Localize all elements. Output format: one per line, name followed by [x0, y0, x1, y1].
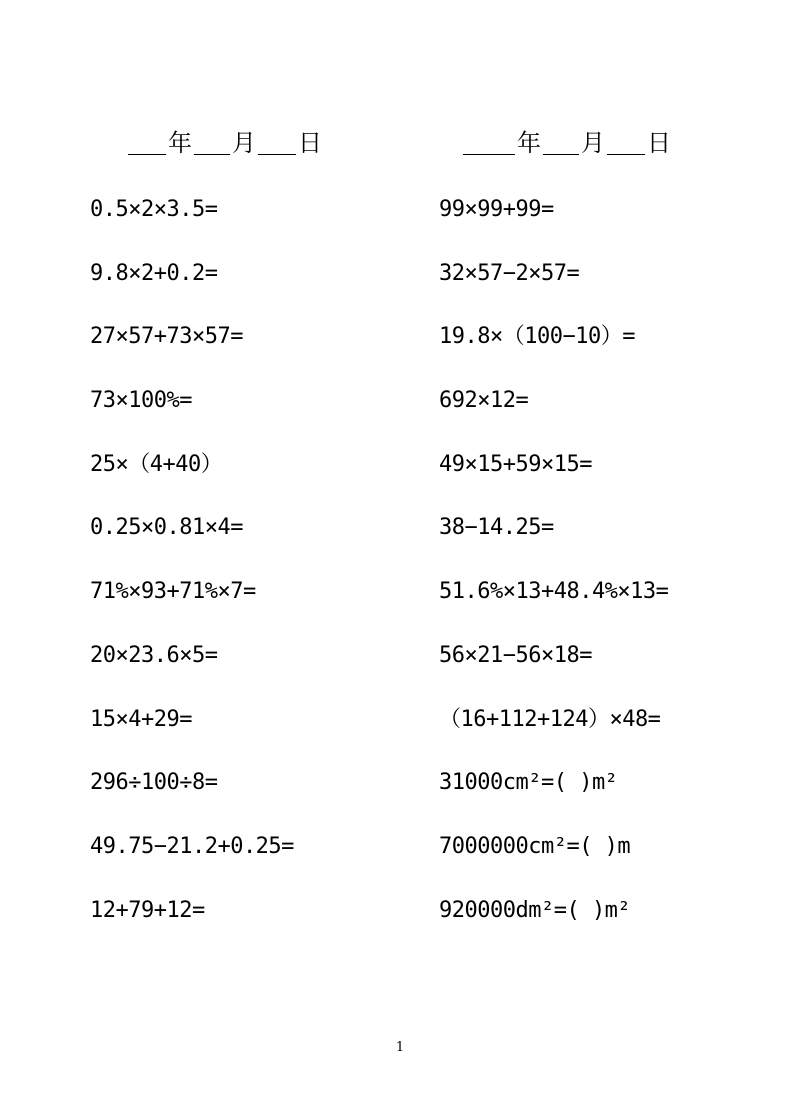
problem: 0.5×2×3.5= — [90, 197, 218, 222]
problem: 0.25×0.81×4= — [90, 515, 243, 541]
day-label: 日 — [298, 129, 322, 157]
problem: （16+112+124）×48= — [439, 706, 661, 732]
year-label: 年 — [168, 129, 192, 157]
problem: 296÷100÷8= — [90, 770, 218, 796]
problem: 20×23.6×5= — [90, 642, 218, 668]
problem: 49×15+59×15= — [439, 451, 592, 477]
date-header-right — [463, 128, 673, 158]
month-blank — [194, 132, 230, 155]
problem: 27×57+73×57= — [90, 324, 243, 350]
date-header-left — [128, 128, 324, 158]
page-number: 1 — [395, 1040, 405, 1055]
problem: 51.6%×13+48.4%×13= — [439, 579, 669, 605]
problem: 15×4+29= — [90, 706, 192, 732]
problem: 38−14.25= — [439, 515, 554, 541]
problem: 49.75−21.2+0.25= — [90, 833, 294, 859]
year-blank — [128, 132, 166, 155]
year-blank — [463, 132, 515, 155]
problem: 56×21−56×18= — [439, 642, 592, 668]
problem: 73×100%= — [90, 388, 192, 414]
problem: 920000dm²=( )m² — [439, 897, 631, 923]
problem: 31000cm²=( )m² — [439, 770, 618, 796]
problem: 25×（4+40） — [90, 451, 223, 477]
problem: 71%×93+71%×7= — [90, 579, 256, 605]
problem: 19.8×（100−10）= — [439, 324, 635, 350]
year-label: 年 — [517, 129, 541, 157]
day-blank — [607, 132, 645, 155]
problem: 692×12= — [439, 388, 529, 414]
problem: 12+79+12= — [90, 897, 205, 923]
month-label: 月 — [232, 129, 256, 157]
problem: 7000000cm²=( )m — [439, 833, 631, 859]
right-problem-column — [439, 195, 668, 959]
month-blank — [543, 132, 579, 155]
problem: 9.8×2+0.2= — [90, 260, 218, 286]
day-label: 日 — [647, 129, 671, 157]
day-blank — [258, 132, 296, 155]
problem: 32×57−2×57= — [439, 260, 580, 286]
month-label: 月 — [581, 129, 605, 157]
left-problem-column — [90, 195, 294, 959]
problem: 99×99+99= — [439, 197, 554, 222]
